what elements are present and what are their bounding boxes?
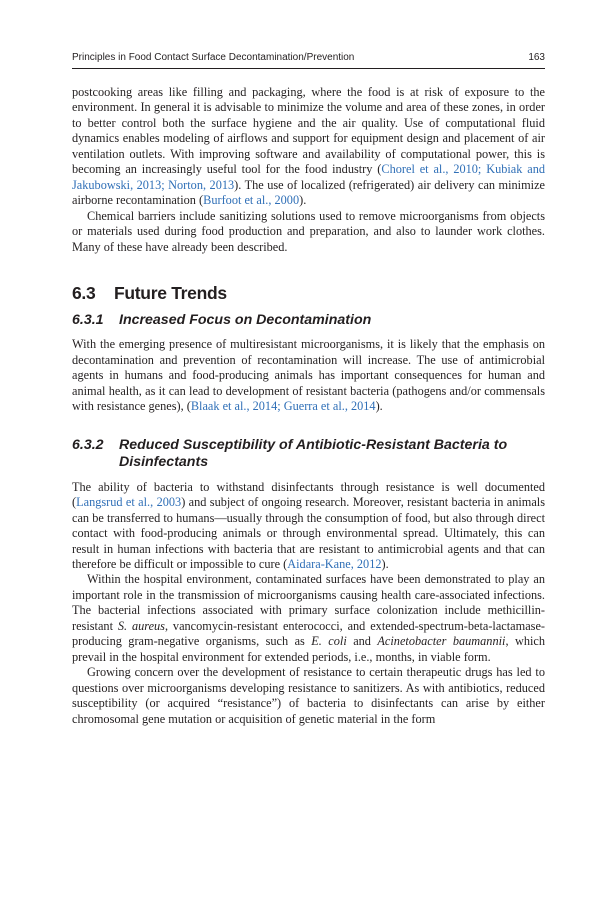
sub1-paragraph-1: With the emerging presence of multiresistant microorganisms, it is likely that the emphasis on decontamination and prevention of recontamination will increase. The use of antimicrobial agents in humans and food-producing animals has important consequences for human and animal health, as it can lead to development of resistant bacteria (pathogens and/or commensals with resistance genes), (Blaak et al., 2014; Guerra et al., 2014).	[72, 337, 545, 414]
citation-link[interactable]: Blaak et al., 2014; Guerra et al., 2014	[190, 399, 376, 414]
subsection-heading-2	[72, 437, 545, 472]
sub2-paragraph-2: Within the hospital environment, contaminated surfaces have been demonstrated to play an important role in the transmission of microorganisms causing health care-associated infections. The bacterial infections associated with primary surface colonization include methicillin-resistant S. aureus, vancomycin-resistant enterococci, and extended-spectrum-beta-lactamase-producing gram-negative organisms, such as E. coli and Acinetobacter baumannii, which prevail in the hospital environment for extended periods, i.e., months, in viable form.	[72, 572, 546, 664]
page-number: 163	[528, 52, 545, 63]
intro-paragraph-1: postcooking areas like filling and packaging, where the food is at risk of exposure to the environment. In general it is advisable to minimize the volume and area of these zones, in order to better control both the surface hygiene and the air quality. Use of computational fluid dynamics enables modeling of airflows and support for equipment design and placement of air ventilation outlets. With improving software and availability of computational power, this is becoming an increasingly useful tool for the food industry (Chorel et al., 2010; Kubiak and Jakubowski, 2013; Norton, 2013). The use of localized (refrigerated) air delivery can minimize airborne recontamination (Burfoot et al., 2000).	[72, 85, 545, 208]
citation-link[interactable]: Langsrud et al., 2003	[76, 495, 182, 510]
species-name: E. coli	[311, 634, 347, 649]
citation-link[interactable]: Aidara-Kane, 2012	[287, 557, 382, 572]
section-heading	[72, 283, 545, 304]
species-name: Acinetobacter baumannii	[377, 634, 506, 649]
subsection-1-body	[72, 337, 545, 414]
citation-link[interactable]: Chorel et al., 2010; Kubiak and Jakubowski, 2013; Norton, 2013	[72, 162, 545, 192]
book-page	[72, 52, 545, 727]
species-name: S. aureus	[117, 618, 165, 633]
running-title: Principles in Food Contact Surface Decontamination/Prevention	[72, 52, 355, 63]
sub2-paragraph-1: The ability of bacteria to withstand disinfectants through resistance is well documented (Langsrud et al., 2003) and subject of ongoing research. Moreover, resistant bacteria in animals can be transferred to humans—usually through the consumption of food, but also through direct contact with food-producing animals or through environmental spread. Ultimately, this can result in human infections with bacteria that are resistant to antimicrobial agents and that can therefore be difficult or impossible to cure (Aidara-Kane, 2012).	[72, 479, 545, 572]
subsection-number: 6.3.2	[72, 436, 104, 453]
sub2-paragraph-3: Growing concern over the development of resistance to certain therapeutic drugs has led to questions over microorganisms developing resistance to sanitizers. As with antibiotics, reduced susceptibility (or acquired “resistance”) of bacteria to disinfectants can arise by either chromosomal gene mutation or acquisition of genetic material in the form	[72, 665, 545, 726]
subsection-number: 6.3.1	[72, 311, 104, 328]
section-number: 6.3	[72, 282, 96, 303]
intro-block	[72, 85, 545, 255]
citation-link[interactable]: Burfoot et al., 2000	[203, 193, 300, 208]
subsection-2-body	[72, 480, 545, 727]
subsection-title: Reduced Susceptibility of Antibiotic-Resistant Bacteria to Disinfectants	[119, 436, 508, 471]
intro-paragraph-2: Chemical barriers include sanitizing solutions used to remove microorganisms from objects or materials used during food production and preparation, and also to launder work clothes. Many of these have already been described.	[72, 208, 545, 254]
subsection-heading-1	[72, 312, 545, 330]
section-title: Future Trends	[114, 282, 227, 303]
subsection-title: Increased Focus on Decontamination	[119, 311, 372, 328]
running-header	[72, 52, 545, 69]
